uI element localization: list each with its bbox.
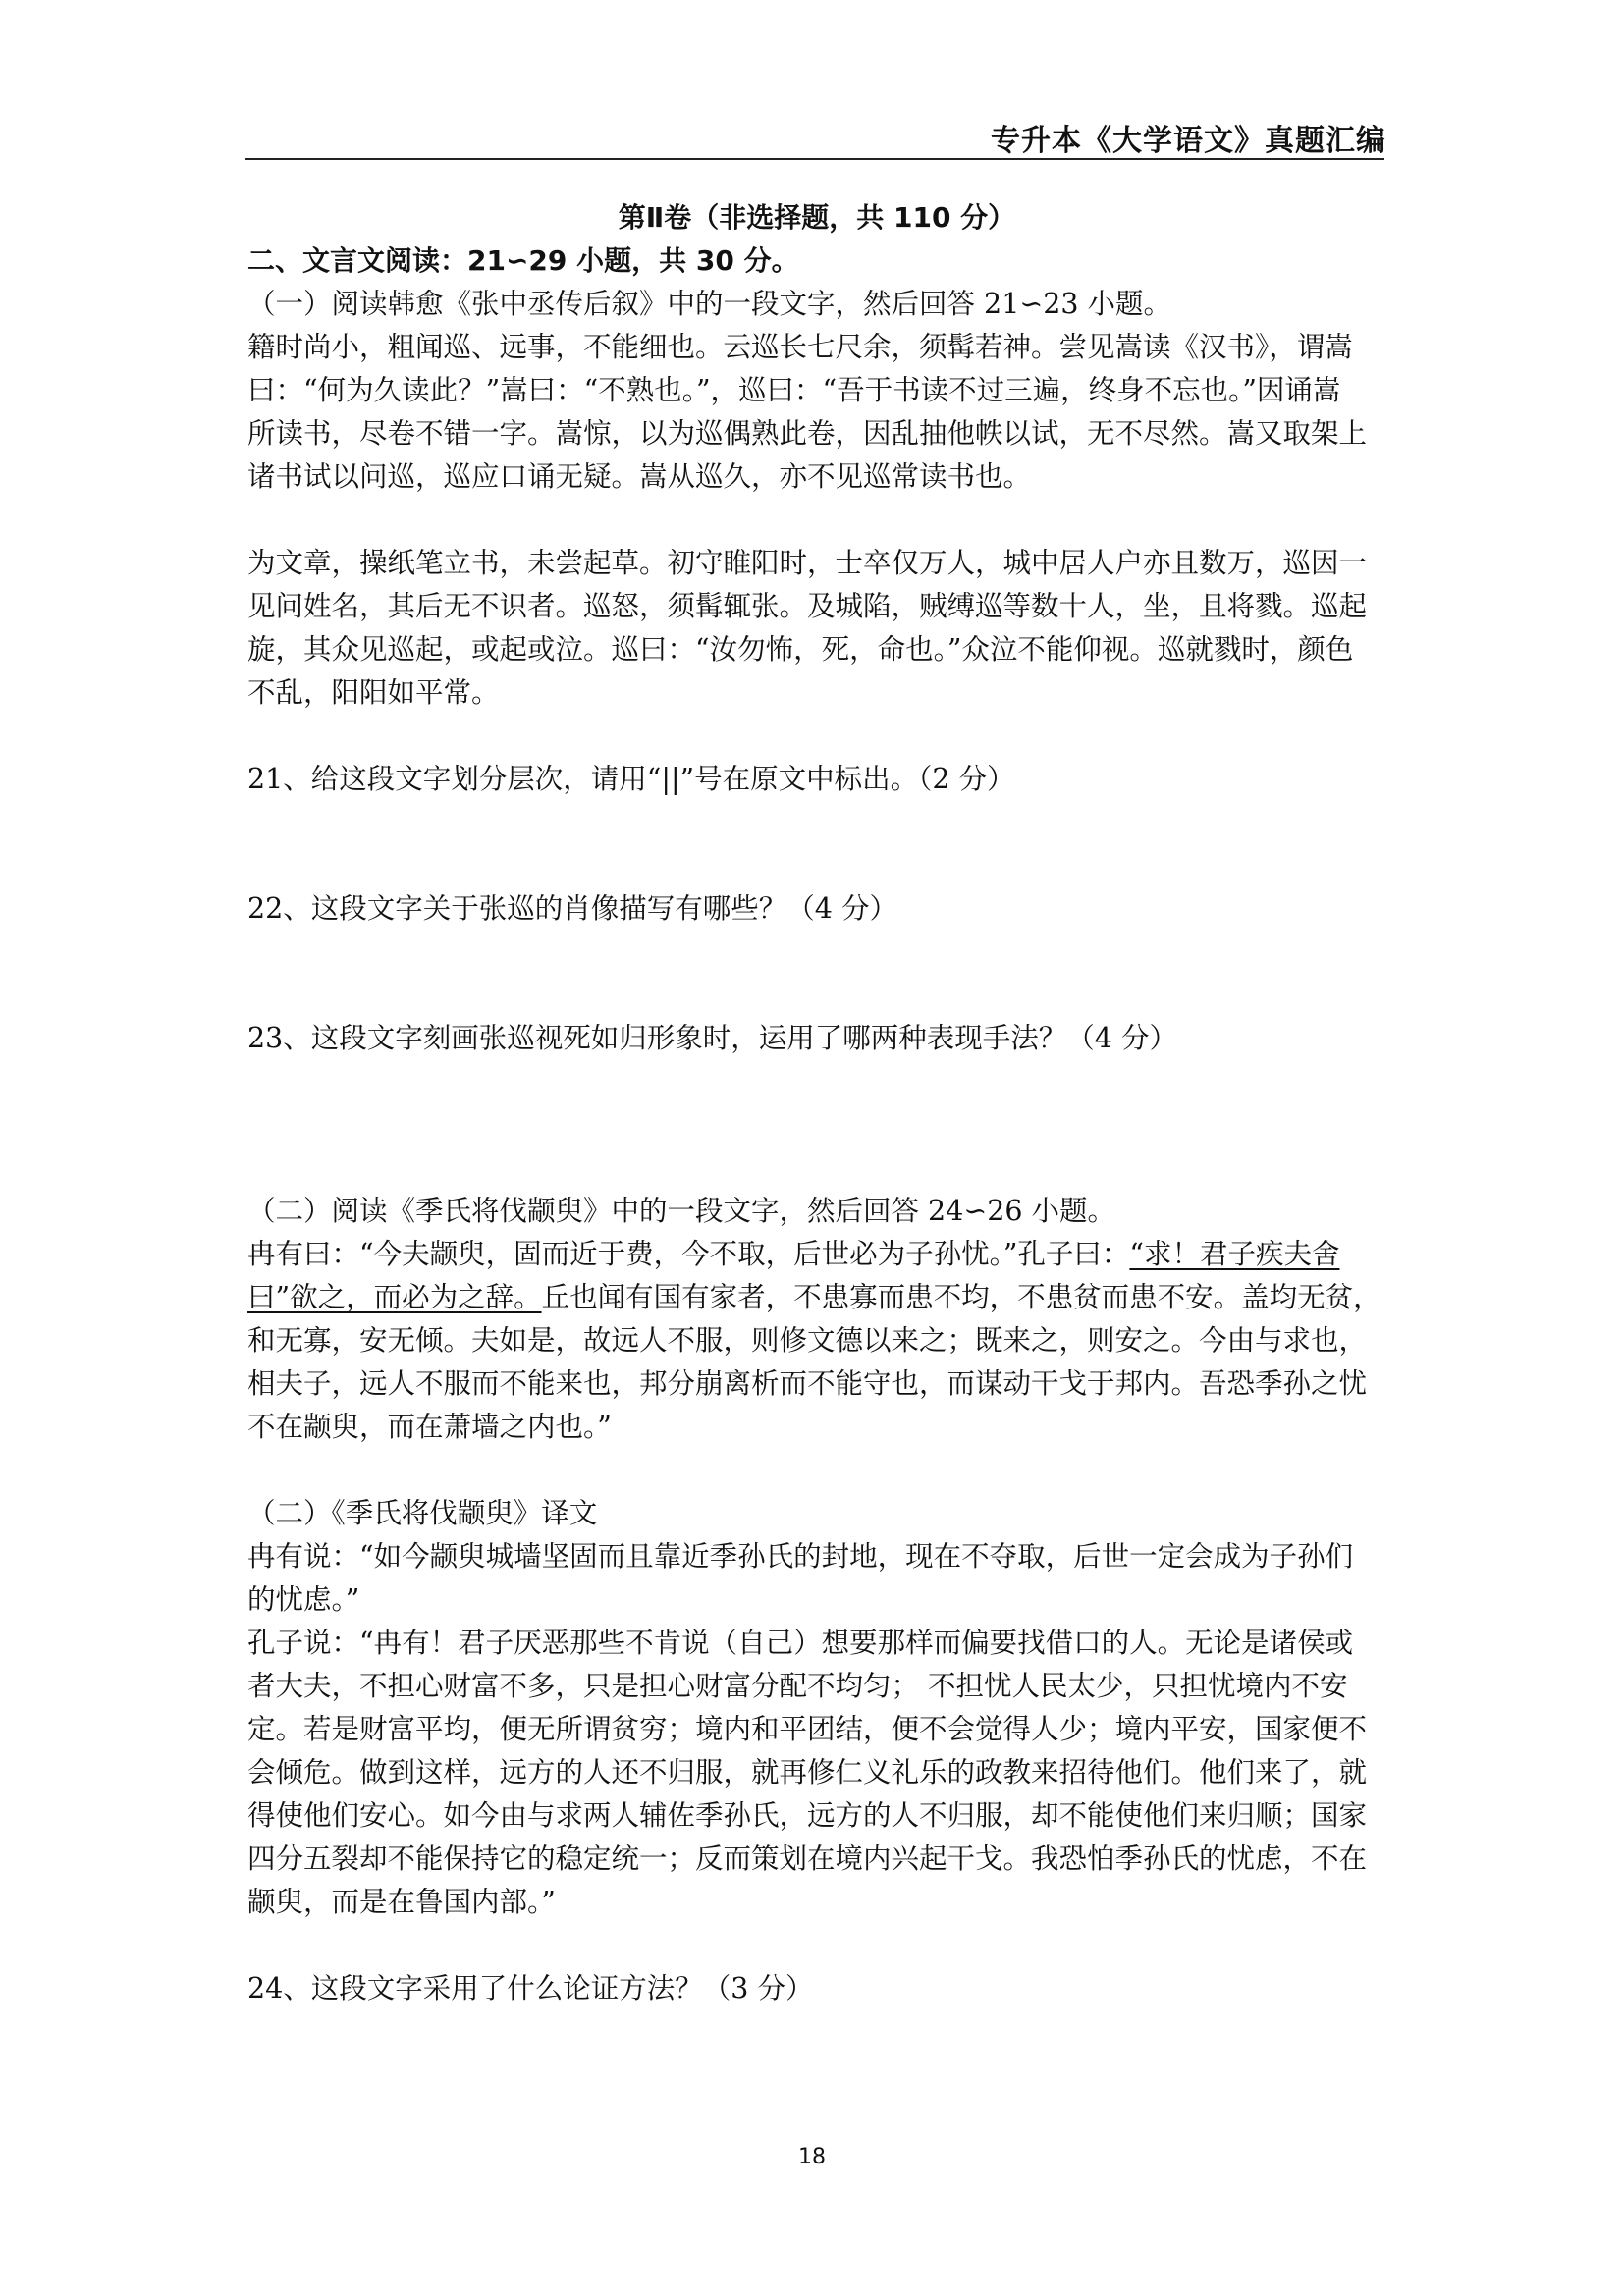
passage1-intro: （一）阅读韩愈《张中丞传后叙》中的一段文字，然后回答 21∽23 小题。: [247, 288, 1172, 320]
translation-line: 定。若是财富平均，便无所谓贫穷；境内和平团结，便不会觉得人少；境内平安，国家便不: [247, 1713, 1368, 1745]
translation-line: 孔子说：“冉有！君子厌恶那些不肯说（自己）想要那样而偏要找借口的人。无论是诸侯或: [247, 1627, 1354, 1659]
passage2-line: [247, 1233, 1386, 1276]
translation-title: （二）《季氏将伐颛臾》译文: [247, 1497, 598, 1529]
passage2-line1-text: 冉有曰：“今夫颛臾，固而近于费，今不取，后世必为子孙忧。”孔子曰：: [247, 1238, 1130, 1270]
passage2-line: 相夫子，远人不服而不能来也，邦分崩离析而不能守也，而谋动干戈于邦内。吾恐季孙之忧: [247, 1367, 1368, 1400]
passage2-line2-text: 丘也闻有国有家者，不患寡而患不均，不患贫而患不安。盖均无贫，: [541, 1281, 1381, 1313]
passage2-line: 不在颛臾，而在萧墙之内也。”: [247, 1411, 612, 1443]
passage2-line: 和无寡，安无倾。夫如是，故远人不服，则修文德以来之；既来之，则安之。今由与求也，: [247, 1324, 1368, 1357]
part-heading: 二、文言文阅读：21∽29 小题，共 30 分。: [247, 244, 799, 277]
question-24: 24、这段文字采用了什么论证方法？（3 分）: [247, 1972, 814, 2004]
header-rule: [245, 158, 1384, 160]
passage1-p1-line: 曰：“何为久读此？”嵩曰：“不熟也。”，巡曰：“吾于书读不过三遍，终身不忘也。”因诵嵩: [247, 374, 1341, 406]
header-title: 专升本《大学语文》真题汇编: [991, 124, 1386, 158]
question-23: 23、这段文字刻画张巡视死如归形象时，运用了哪两种表现手法？（4 分）: [247, 1022, 1177, 1054]
translation-line: 冉有说：“如今颛臾城墙坚固而且靠近季孙氏的封地，现在不夺取，后世一定会成为子孙们: [247, 1540, 1354, 1573]
passage1-p2-line: 旋，其众见巡起，或起或泣。巡曰：“汝勿怖，死，命也。”众泣不能仰视。巡就戮时，颜色: [247, 633, 1354, 666]
translation-line: 者大夫，不担心财富不多，只是担心财富分配不均匀； 不担忧人民太少，只担忧境内不安: [247, 1670, 1348, 1702]
translation-line: 四分五裂却不能保持它的稳定统一；反而策划在境内兴起干戈。我恐怕季孙氏的忧虑，不在: [247, 1842, 1368, 1875]
translation-line: 的忧虑。”: [247, 1583, 360, 1616]
question-21: 21、给这段文字划分层次，请用“||”号在原文中标出。（2 分）: [247, 763, 1015, 795]
section-title: 第Ⅱ卷（非选择题，共 110 分）: [618, 201, 1016, 234]
passage2-underlined-text: “求！君子疾夫舍: [1129, 1238, 1340, 1270]
passage1-p2-line: 见问姓名，其后无不识者。巡怒，须髯辄张。及城陷，贼缚巡等数十人，坐，且将戮。巡起: [247, 590, 1368, 622]
passage1-p1-line: 诸书试以问巡，巡应口诵无疑。嵩从巡久，亦不见巡常读书也。: [247, 460, 1032, 493]
passage1-p1-line: 所读书，尽卷不错一字。嵩惊，以为巡偶熟此卷，因乱抽他帙以试，无不尽然。嵩又取架上: [247, 417, 1368, 450]
passage2-intro: （二）阅读《季氏将伐颛臾》中的一段文字，然后回答 24∽26 小题。: [247, 1195, 1116, 1227]
passage1-p2-line: 为文章，操纸笔立书，未尝起草。初守睢阳时，士卒仅万人，城中居人户亦且数万，巡因一: [247, 547, 1368, 579]
translation-line: 会倾危。做到这样，远方的人还不归服，就再修仁义礼乐的政教来招待他们。他们来了，就: [247, 1756, 1368, 1789]
passage1-p1-line: 籍时尚小，粗闻巡、远事，不能细也。云巡长七尺余，须髯若神。尝见嵩读《汉书》，谓嵩: [247, 331, 1353, 363]
page-content: [247, 196, 1386, 2010]
translation-line: 得使他们安心。如今由与求两人辅佐季孙氏，远方的人不归服，却不能使他们来归顺；国家: [247, 1799, 1368, 1832]
page-number: 18: [798, 2145, 826, 2169]
passage1-p2-line: 不乱，阳阳如平常。: [247, 676, 500, 709]
translation-line: 颛臾，而是在鲁国内部。”: [247, 1886, 556, 1918]
passage2-underlined-text: 曰”欲之，而必为之辞。: [247, 1281, 542, 1313]
question-22: 22、这段文字关于张巡的肖像描写有哪些？（4 分）: [247, 892, 897, 925]
passage2-line: [247, 1276, 1386, 1319]
